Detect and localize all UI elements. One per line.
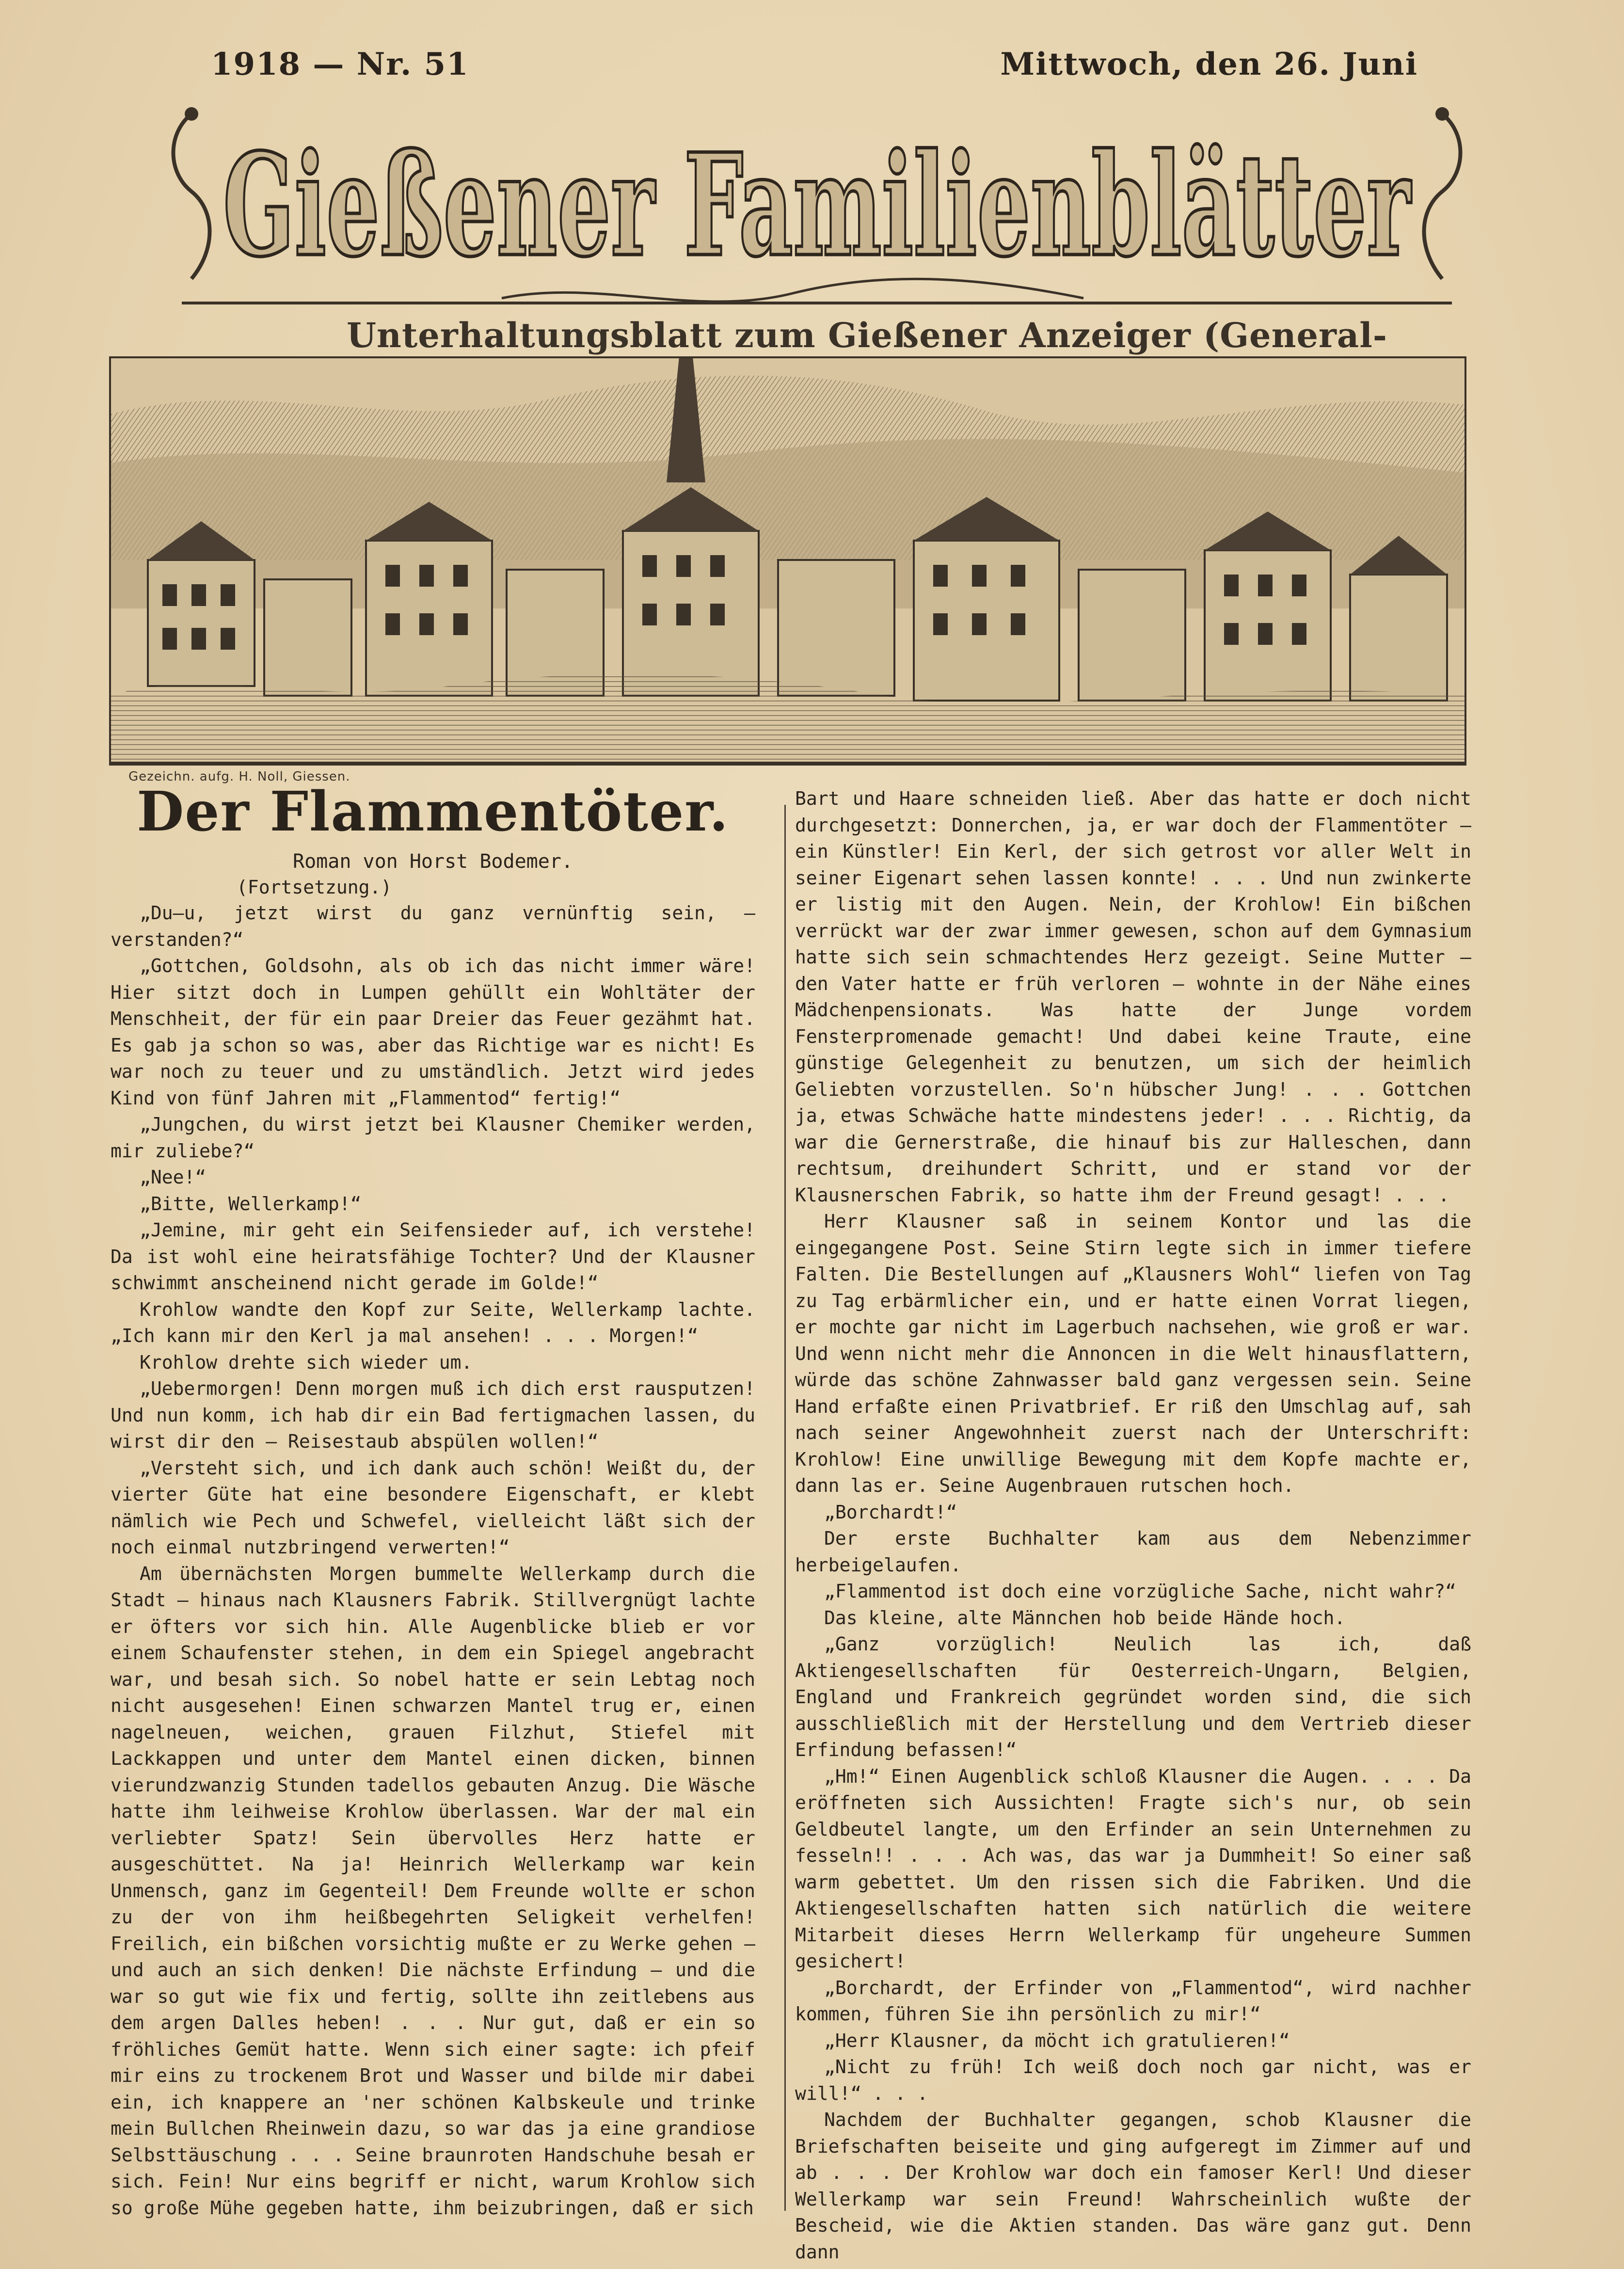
story-title: Der Flammentöter. xyxy=(137,780,729,844)
paragraph: „Borchardt!“ xyxy=(824,1501,957,1523)
left-column xyxy=(111,781,755,2221)
paragraph: „Nicht zu früh! Ich weiß doch noch gar nicht, was er will!“ . . . xyxy=(795,2056,1471,2104)
paragraph: „Gottchen, Goldsohn, als ob ich das nicht immer wäre! Hier sitzt doch in Lumpen gehüllt ein Wohltäter der Menschheit, der für ein paar Dreier das Feuer gezähmt hat. Es gab ja schon so was, aber das Richtige war es nicht! Es war noch zu teuer und zu umständlich. Jetzt wird jedes Kind von fünf Jahren mit „Flammentod“ fertig!“ xyxy=(111,955,755,1109)
paragraph: Das kleine, alte Männchen hob beide Hände hoch. xyxy=(824,1607,1346,1629)
paragraph: „Bitte, Wellerkamp!“ xyxy=(140,1193,362,1214)
issue-number: 1918 — Nr. 51 xyxy=(211,46,469,82)
continuation-note: (Fortsetzung.) xyxy=(237,877,392,898)
paragraph: „Herr Klausner, da möcht ich gratulieren!“ xyxy=(824,2029,1290,2051)
issue-date: Mittwoch, den 26. Juni xyxy=(1000,46,1418,82)
paragraph: „Versteht sich, und ich dank auch schön! Weißt du, der vierter Güte hat eine besondere Eigenschaft, er klebt nämlich wie Pech und Schwefel, vielleicht läßt sich der noch einmal nutzbringend verwerten!“ xyxy=(111,1457,755,1558)
paragraph: Herr Klausner saß in seinem Kontor und las die eingegangene Post. Seine Stirn legte sich in immer tiefere Falten. Die Bestellungen auf „Klausners Wohl“ liefen von Tag zu Tag erbärmlicher ein, und er hatte einen Vorrat liegen, er mochte gar nicht im Lagerbuch nachsehen, wie groß er war. Und wenn nicht mehr die Annoncen in die Welt hinausflattern, würde das schöne Zahnwasser bald ganz vergessen sein. Seine Hand erfaßte einen Privatbrief. Er riß den Umschlag auf, sah nach seiner Angewohnheit zuerst nach der Unterschrift: Krohlow! Eine unwillige Bewegung mit dem Kopfe machte er, dann las er. Seine Augenbrauen rutschen hoch. xyxy=(795,1211,1471,1496)
paragraph: Am übernächsten Morgen bummelte Wellerkamp durch die Stadt — hinaus nach Klausners Fabrik. Stillvergnügt lachte er öfters vor sich hin. Alle Augenblicke blieb er vor einem Schaufenster stehen, in dem ein Spiegel angebracht war, und besah sich. So nobel hatte er sein Lebtag noch nicht ausgesehen! Einen schwarzen Mantel trug er, einen nagelneuen, weichen, grauen Filzhut, Stiefel mit Lackkappen und unter dem Mantel einen dicken, binnen vierundzwanzig Stunden tadellos gebauten Anzug. Die Wäsche hatte ihm leihweise Krohlow überlassen. War der mal ein verliebter Spatz! Sein übervolles Herz hatte er ausgeschüttet. Na ja! Heinrich Wellerkamp war kein Unmensch, ganz im Gegenteil! Dem Freunde wollte er schon zu der von ihm heißbegehrten Seligkeit verhelfen! Freilich, ein bißchen vorsichtig mußte er zu Werke gehen — und auch an sich denken! Die nächste Erfindung — und die war so gut wie fix und fertig, sollte ihn zeitlebens aus dem argen Dalles heben! . . . Nur gut, daß er ein so fröhliches Gemüt hatte. Wenn sich einer sagte: ich pfeif mir eins zu trockenem Brot und Wasser und bilde mir dabei ein, ich knappere an 'ner schönen Kalbskeule und trinke mein Bullchen Rheinwein dazu, so war das ja eine grandiose Selbsttäuschung . . . Seine braunroten Handschuhe besah er sich. Fein! Nur eins begriff er nicht, warum Krohlow sich so große Mühe gegeben hatte, ihm beizubringen, daß er sich xyxy=(111,1563,755,2219)
paragraph: „Borchardt, der Erfinder von „Flammentod“, wird nachher kommen, führen Sie ihn persönlich zu mir!“ xyxy=(795,1977,1471,2025)
ornamental-frame-icon xyxy=(162,95,1471,318)
masthead-title xyxy=(162,95,1471,318)
paragraph: Krohlow wandte den Kopf zur Seite, Wellerkamp lachte. „Ich kann mir den Kerl ja mal ansehen! . . . Morgen!“ xyxy=(111,1298,755,1346)
story-byline: Roman von Horst Bodemer. xyxy=(293,850,573,873)
city-panorama-icon xyxy=(109,356,1466,764)
paragraph: „Uebermorgen! Denn morgen muß ich dich erst rausputzen! Und nun komm, ich hab dir ein Bad fertigmachen lassen, du wirst dir den — Reisestaub abspülen wollen!“ xyxy=(111,1378,755,1452)
paragraph: „Jemine, mir geht ein Seifensieder auf, ich verstehe! Da ist wohl eine heiratsfähige Tochter? Und der Klausner schwimmt anscheinend nicht gerade im Golde!“ xyxy=(111,1219,755,1294)
paragraph: Nachdem der Buchhalter gegangen, schob Klausner die Briefschaften beiseite und ging aufgeregt im Zimmer auf und ab . . . Der Krohlow war doch ein famoser Kerl! Und dieser Wellerkamp war sein Freund! Wahrscheinlich wußte der Bescheid, wie die Aktien standen. Das wäre ganz gut. Denn dann xyxy=(795,2109,1471,2263)
paragraph: Bart und Haare schneiden ließ. Aber das hatte er doch nicht durchgesetzt: Donnerchen, ja, er war doch der Flammentöter — ein Künstler! Ein Kerl, der sich getrost vor aller Welt in seiner Eigenart sehen lassen konnte! . . . Und nun zwinkerte er listig mit den Augen. Nein, der Krohlow! Ein bißchen verrückt war der zwar immer gewesen, schon auf dem Gymnasium hatte sich sein schmachtendes Herz gezeigt. Seine Mutter — den Vater hatte er früh verloren — wohnte in der Nähe eines Mädchenpensionats. Was hatte der Junge vordem Fensterpromenade gemacht! Und dabei keine Traute, eine günstige Gelegenheit zu benutzen, um sich der heimlich Geliebten vorzustellen. So'n hübscher Jung! . . . Gottchen ja, etwas Schwäche hatte mindestens jeder! . . . Richtig, da war die Gernerstraße, die hinauf bis zur Halleschen, dann rechtsum, dreihundert Schritt, und er stand vor der Klausnerschen Fabrik, so hatte ihm der Freund gesagt! . . . xyxy=(795,788,1471,1206)
city-illustration xyxy=(109,356,1466,764)
credit-text: Gezeichn. aufg. H. Noll, Giessen. xyxy=(128,769,350,784)
masthead-subtitle: Unterhaltungsblatt zum Gießener Anzeiger (General- xyxy=(347,315,1387,355)
paragraph: „Jungchen, du wirst jetzt bei Klausner Chemiker werden, mir zuliebe?“ xyxy=(111,1114,755,1162)
right-column xyxy=(795,785,1471,2265)
paragraph: „Nee!“ xyxy=(140,1166,207,1188)
paragraph: „Du—u, jetzt wirst du ganz vernünftig sein, — verstanden?“ xyxy=(111,902,755,950)
title-text: Gießener Familienblätter xyxy=(223,123,1413,288)
paragraph: „Ganz vorzüglich! Neulich las ich, daß Aktiengesellschaften für Oesterreich-Ungarn, Belgien, England und Frankreich gegründet worden sind, die sich ausschließlich mit der Herstellung und dem Vertrieb dieser Erfindung befassen!“ xyxy=(795,1633,1471,1760)
paragraph: „Hm!“ Einen Augenblick schloß Klausner die Augen. . . . Da eröffneten sich Aussichten! Fragte sich's nur, ob sein Geldbeutel langte, um den Erfinder an sein Unternehmen zu fesseln!! . . . Ach was, das war ja Dummheit! So einer saß warm gebettet. Um den rissen sich die Fabriken. Und die Aktiengesellschaften hatten sich natürlich die weitere Mitarbeit dieses Herrn Wellerkamp für ungeheure Summen gesichert! xyxy=(795,1765,1471,1972)
paragraph: „Flammentod ist doch eine vorzügliche Sache, nicht wahr?“ xyxy=(824,1581,1457,1602)
paragraph: Krohlow drehte sich wieder um. xyxy=(140,1351,473,1373)
paragraph: Der erste Buchhalter kam aus dem Nebenzimmer herbeigelaufen. xyxy=(795,1528,1471,1576)
masthead xyxy=(109,36,1466,784)
column-divider xyxy=(784,805,786,2211)
